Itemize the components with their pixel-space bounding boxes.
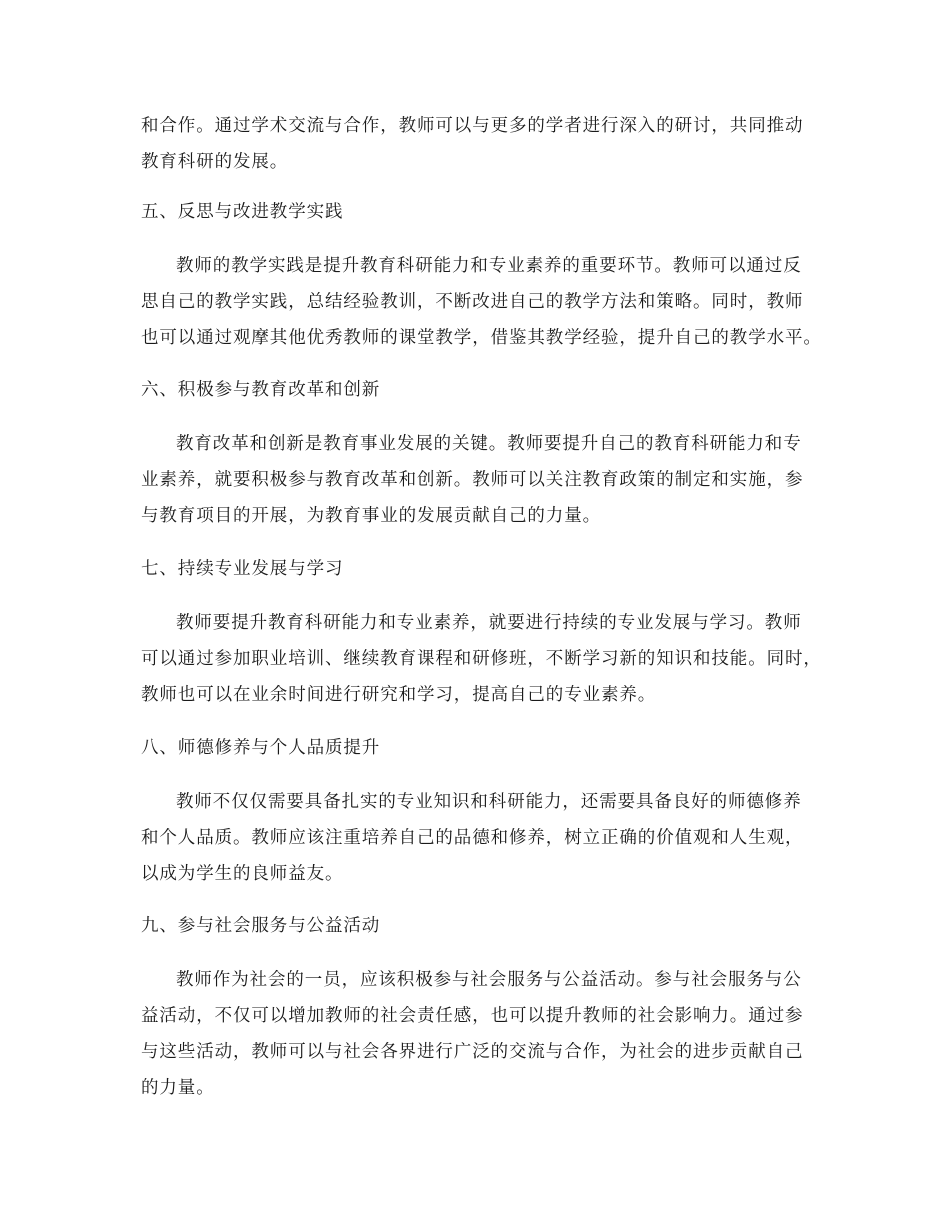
paragraph-line: 的力量。 [141, 1078, 215, 1098]
paragraph-line: 和个人品质。教师应该注重培养自己的品德和修养，树立正确的价值观和人生观， [141, 828, 804, 848]
paragraph-line: 教师作为社会的一员，应该积极参与社会服务与公益活动。参与社会服务与公 [176, 970, 802, 990]
paragraph-line: 与教育项目的开展，为教育事业的发展贡献自己的力量。 [141, 506, 601, 526]
paragraph-line: 思自己的教学实践，总结经验教训，不断改进自己的教学方法和策略。同时，教师 [141, 292, 804, 312]
paragraph-line: 教育改革和创新是教育事业发展的关键。教师要提升自己的教育科研能力和专 [176, 434, 802, 454]
paragraph-line: 教师不仅仅需要具备扎实的专业知识和科研能力，还需要具备良好的师德修养 [176, 792, 802, 812]
paragraph-line: 也可以通过观摩其他优秀教师的课堂教学，借鉴其教学经验，提升自己的教学水平。 [141, 328, 822, 348]
section-heading-7: 七、持续专业发展与学习 [141, 559, 344, 579]
section-paragraph-7 [141, 605, 831, 713]
intro-paragraph [141, 108, 831, 180]
section-paragraph-5 [141, 248, 831, 356]
section-paragraph-8 [141, 784, 831, 892]
section-heading-6: 六、积极参与教育改革和创新 [141, 380, 381, 400]
section-paragraph-6 [141, 426, 831, 534]
section-heading-5: 五、反思与改进教学实践 [141, 202, 344, 222]
section-paragraph-9 [141, 962, 831, 1106]
paragraph-line: 与这些活动，教师可以与社会各界进行广泛的交流与合作，为社会的进步贡献自己 [141, 1042, 804, 1062]
paragraph-line: 可以通过参加职业培训、继续教育课程和研修班，不断学习新的知识和技能。同时， [141, 649, 822, 669]
paragraph-line: 业素养，就要积极参与教育改革和创新。教师可以关注教育政策的制定和实施，参 [141, 470, 804, 490]
section-heading-9: 九、参与社会服务与公益活动 [141, 916, 381, 936]
paragraph-line: 和合作。通过学术交流与合作，教师可以与更多的学者进行深入的研讨，共同推动 [141, 116, 804, 136]
paragraph-line: 益活动，不仅可以增加教师的社会责任感，也可以提升教师的社会影响力。通过参 [141, 1006, 804, 1026]
paragraph-line: 以成为学生的良师益友。 [141, 864, 344, 884]
paragraph-line: 教师的教学实践是提升教育科研能力和专业素养的重要环节。教师可以通过反 [176, 256, 802, 276]
paragraph-line: 教育科研的发展。 [141, 152, 289, 172]
paragraph-line: 教师要提升教育科研能力和专业素养，就要进行持续的专业发展与学习。教师 [176, 613, 802, 633]
paragraph-line: 教师也可以在业余时间进行研究和学习，提高自己的专业素养。 [141, 685, 657, 705]
section-heading-8: 八、师德修养与个人品质提升 [141, 738, 381, 758]
